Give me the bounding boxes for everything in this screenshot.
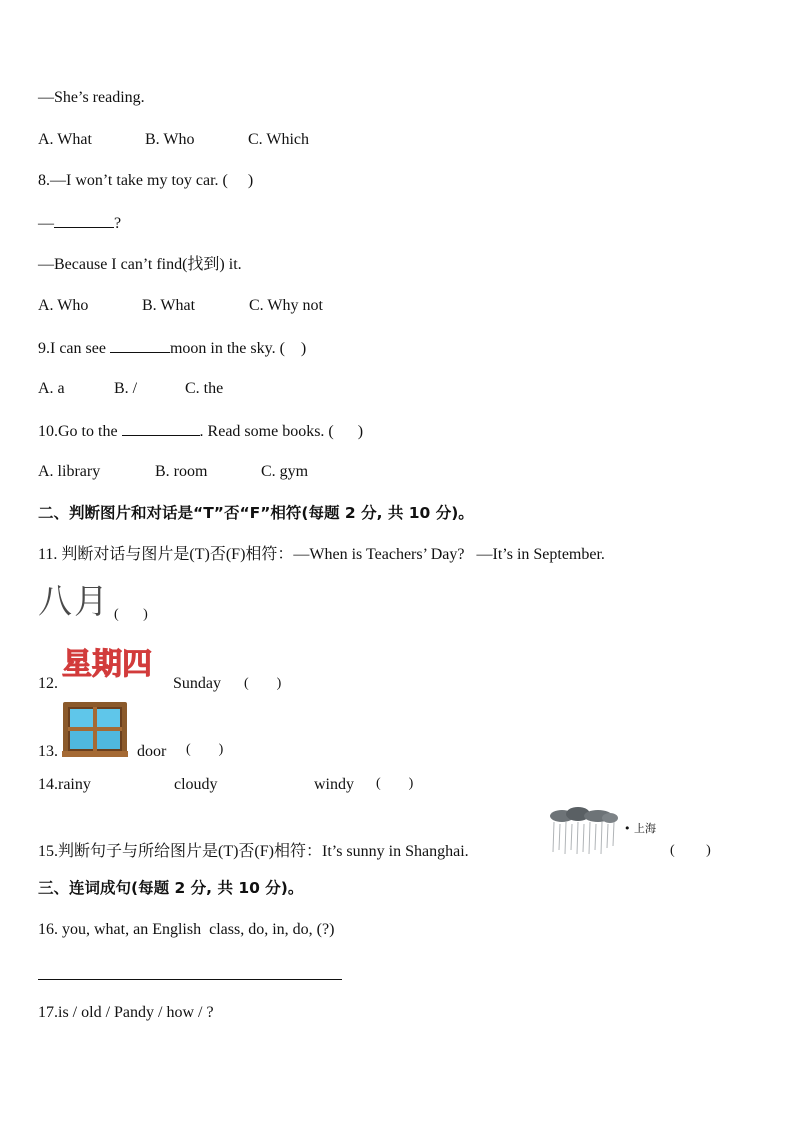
q10-prompt <box>38 421 363 442</box>
q7-option-c: C. Which <box>248 131 310 148</box>
q14-word-rainy: 14.rainy <box>38 776 91 793</box>
section-3-title: 三、连词成句(每题 2 分, 共 10 分)。 <box>38 879 304 897</box>
q8-reply: —Because I can’t find(找到) it. <box>38 256 242 273</box>
q10-option-a: A. library <box>38 463 101 480</box>
q12-thursday-image: 星期四 <box>62 647 152 682</box>
q8-qmark: ? <box>114 215 122 232</box>
q9-option-c: C. the <box>185 380 224 397</box>
q7-answer: —She’s reading. <box>38 89 145 106</box>
q15-image-label: • 上海 <box>624 822 656 835</box>
rain-cloud-icon <box>548 806 620 856</box>
q15-text: 15.判断句子与所给图片是(T)否(F)相符：It’s sunny in Shanghai. <box>38 843 469 860</box>
q8-option-c: C. Why not <box>249 297 323 314</box>
q9-option-a: A. a <box>38 380 65 397</box>
section-2-title: 二、判断图片和对话是“T”否“F”相符(每题 2 分, 共 10 分)。 <box>38 504 474 522</box>
q8-dash: — <box>38 215 54 232</box>
q17-text: 17.is / old / Pandy / how / ? <box>38 1004 214 1021</box>
q9-pre: 9.I can see <box>38 340 110 357</box>
q8-blank-line <box>38 213 121 234</box>
q16-text: 16. you, what, an English class, do, in, do, (?) <box>38 921 335 938</box>
q10-blank[interactable] <box>122 421 200 436</box>
q7-option-b: B. Who <box>145 131 195 148</box>
q9-option-b: B. / <box>114 380 138 397</box>
q12-answer-paren[interactable]: ( ) <box>244 676 282 691</box>
q9-blank[interactable] <box>110 338 170 353</box>
q12-number: 12. <box>38 675 58 692</box>
q11-answer-paren[interactable]: ( ) <box>114 607 148 622</box>
q14-word-windy: windy <box>314 776 354 793</box>
q16-answer-line[interactable] <box>38 979 342 980</box>
q14-answer-paren[interactable]: ( ) <box>376 776 414 791</box>
q10-option-c: C. gym <box>261 463 309 480</box>
q10-option-b: B. room <box>155 463 208 480</box>
q9-prompt <box>38 338 306 359</box>
q15-answer-paren[interactable]: ( ) <box>670 843 711 858</box>
window-icon <box>62 701 128 757</box>
q13-answer-paren[interactable]: ( ) <box>186 742 224 757</box>
q13-word: door <box>137 743 167 760</box>
q10-pre: 10.Go to the <box>38 423 122 440</box>
q8-option-a: A. Who <box>38 297 89 314</box>
q8-prompt: 8.—I won’t take my toy car. ( ) <box>38 172 254 189</box>
q7-option-a: A. What <box>38 131 92 148</box>
q8-blank[interactable] <box>54 213 114 228</box>
q12-word: Sunday <box>173 675 221 692</box>
q8-option-b: B. What <box>142 297 196 314</box>
q14-word-cloudy: cloudy <box>174 776 218 793</box>
q9-post: moon in the sky. ( ) <box>169 340 307 357</box>
q11-text: 11. 判断对话与图片是(T)否(F)相符：—When is Teachers’ Day? —It’s in September. <box>38 546 605 563</box>
q13-number: 13. <box>38 743 58 760</box>
q11-august-image: 八月 <box>38 582 110 622</box>
q10-post: . Read some books. ( ) <box>199 423 364 440</box>
